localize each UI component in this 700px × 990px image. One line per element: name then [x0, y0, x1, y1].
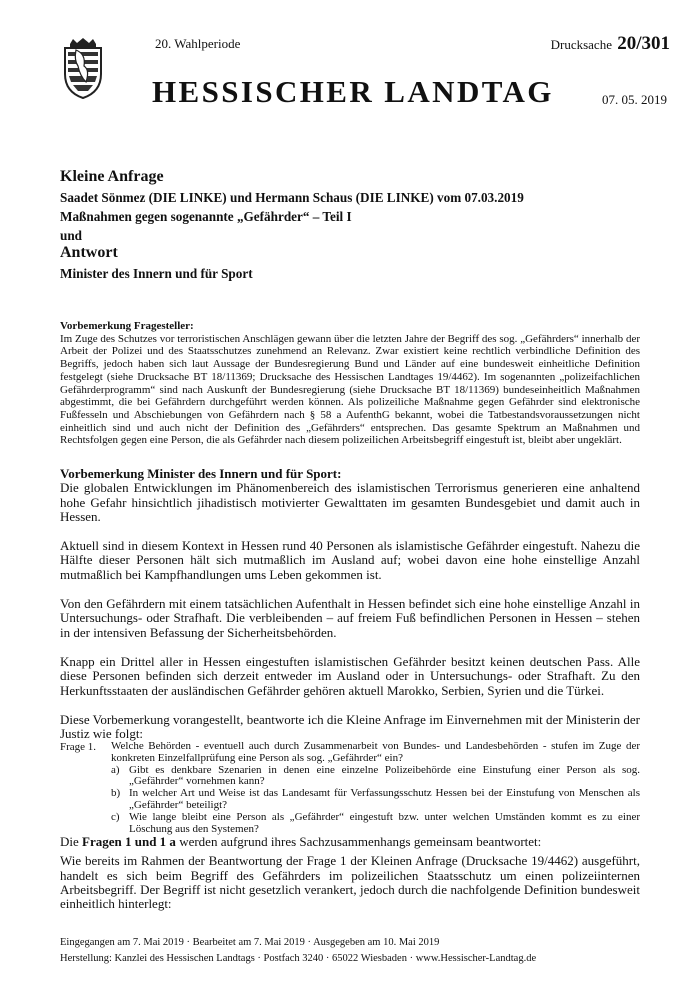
document-date: 07. 05. 2019 [602, 92, 667, 107]
antwort-1-bold: Fragen 1 und 1 a [82, 834, 176, 849]
page-title: HESSISCHER LANDTAG [152, 74, 554, 109]
drucksache-number: 20/301 [617, 33, 670, 54]
frage-subitem-text: In welcher Art und Weise ist das Landesamt für Verfassungsschutz Hessen bei der Einstufung von Menschen als „Gefährder“ beteiligt? [129, 787, 640, 811]
vorbemerkung-fragesteller-text: Im Zuge des Schutzes vor terroristischen Anschlägen gewann über die letzten Jahre der Begriff des sog. „Gefährders“ innerhalb der Arbeit der Polizei und des Staatsschutzes zunehmend an Relevanz. Zwar existiert keine rechtlich verbindliche Definition des Begriffs, jedoch haben sich laut Aussage der Bundesregierung Bund und Länder auf eine bundesweit einheitliche Definition festgelegt (siehe Drucksache BT 18/11369; Drucksache des Hessischen Landtages 19/4462). Im sogenannten „polizeifachlichen Gefährderprogramm“ sind nach Auskunft der Bundesregierung (siehe Drucksache BT 18/11369) bundeseinheitlich Maßnahmen abgestimmt, die bei Gefährdern durchgeführt werden können. Als polizeiliche Maßnahme gegen Gefährder sind elektronische Fußfesseln und Abschiebungen von Gefährdern nach § 58 a AufenthG bekannt, wobei die Tatbestandsvoraussetzungen nicht einheitlich sind und auch nicht der Definition des „Gefährders“ entsprechen. Das gesamte Spektrum an Maßnahmen und Rechtsfolgen gegen eine Person, die als Gefährder nach diesem polizeilichen Arbeitsbegriff eingestuft ist, bleibt aber ungeklärt. [60, 332, 640, 447]
vorbemerkung-fragesteller-heading: Vorbemerkung Fragesteller: [60, 320, 194, 332]
drucksache [551, 33, 670, 55]
frage-subitem-marker: a) [111, 763, 120, 776]
antwort-heading: Antwort [60, 244, 118, 261]
minister-paragraph: Die globalen Entwicklungen im Phänomenbereich des islamistischen Terrorismus generieren eine anhaltend hohe Gefahr hinsichtlich jihadistisch motivierter Gewalttaten im gesamten Bundesgebiet und damit auch in Hessen. [60, 480, 640, 524]
antwort-1 [60, 835, 640, 911]
vorbemerkung-minister [60, 467, 640, 756]
vorbemerkung-minister-heading: Vorbemerkung Minister des Innern und für Sport: [60, 466, 342, 481]
frage-subitem-marker: b) [111, 787, 121, 800]
und-label: und [60, 228, 83, 243]
minister-paragraph: Diese Vorbemerkung vorangestellt, beantworte ich die Kleine Anfrage im Einvernehmen mit der Ministerin der Justiz wie folgt: [60, 711, 640, 742]
frage-subitem-marker: c) [111, 810, 120, 823]
antwort-1-text: Wie bereits im Rahmen der Beantwortung der Frage 1 der Kleinen Anfrage (Drucksache 19/4462) ausgeführt, handelt es sich beim Begriff des Gefährders im polizeilichen Staatsschutz um einen polizeiinternen Arbeitsbegriff. Der Begriff ist nicht gesetzlich verankert, jedoch durch die nachfolgende Definition bundesweit einheitlich hinterlegt: [60, 853, 640, 912]
frage-subitem-text: Wie lange bleibt eine Person als „Gefährder“ eingestuft bzw. unter welchen Umständen kommt es zu einer Löschung aus den Systemen? [129, 810, 640, 835]
minister-paragraph: Von den Gefährdern mit einem tatsächlichen Aufenthalt in Hessen befindet sich eine hohe einstellige Anzahl in Untersuchungs- oder Strafhaft. Die verbleibenden – auf freiem Fuß befindlichen Personen in Hessen – stehen in der intensiven Befassung der Sicherheitsbehörden. [60, 596, 640, 640]
footer-dates: Eingegangen am 7. Mai 2019 · Bearbeitet am 7. Mai 2019 · Ausgegeben am 10. Mai 2019 [60, 937, 440, 948]
hessen-crest-logo [60, 36, 106, 100]
anfrage-type: Kleine Anfrage [60, 168, 164, 185]
wahlperiode: 20. Wahlperiode [155, 36, 241, 51]
frage-1 [111, 741, 640, 835]
frage-label: Frage 1. [60, 741, 97, 753]
frage-subitem-text: Gibt es denkbare Szenarien in denen eine einzelne Polizeibehörde eine Einstufung einer Person als sog. „Gefährder“ vornehmen kann? [129, 763, 640, 788]
frage-subitem [111, 788, 640, 812]
minister-paragraph: Knapp ein Drittel aller in Hessen eingestuften islamistischen Gefährder besitzt keinen deutschen Pass. Alle diese Personen befinden sich derzeit entweder im Ausland oder in Untersuchungs- oder Strafhaft. Zu den Herkunftsstaaten der ausländischen Gefährder gehören aktuell Marokko, Serbien, Syrien und die Türkei. [60, 653, 640, 698]
antwort-1-prefix: Die [60, 834, 83, 849]
frage-subitem [111, 765, 640, 789]
minister-paragraph: Aktuell sind in diesem Kontext in Hessen rund 40 Personen als islamistische Gefährder eingestuft. Nahezu die Hälfte dieser Personen hält sich mutmaßlich im Ausland auf; wobei davon eine hohe einstellige Anzahl mutmaßlich bei Kampfhandlungen ums Leben gekommen ist. [60, 538, 640, 582]
antwort-1-intro [60, 835, 640, 849]
antwort-1-suffix: werden aufgrund ihres Sachzusammenhangs gemeinsam beantwortet: [175, 834, 542, 849]
minister-name: Minister des Innern und für Sport [60, 266, 253, 281]
drucksache-label: Drucksache [550, 37, 612, 52]
frage-1-text: Welche Behörden - eventuell auch durch Zusammenarbeit von Bundes- und Landesbehörden - stufen im Zuge der konkreten Einzelfallprüfung eine Person als sog. „Gefährder“ ein? [111, 740, 640, 764]
footer-imprint: Herstellung: Kanzlei des Hessischen Landtags · Postfach 3240 · 65022 Wiesbaden · www.Hessischer-Landtag.de [60, 953, 537, 964]
frage-subitem [111, 812, 640, 836]
anfrage-authors: Saadet Sönmez (DIE LINKE) und Hermann Schaus (DIE LINKE) vom 07.03.2019 [60, 190, 524, 205]
vorbemerkung-fragesteller [60, 320, 640, 447]
anfrage-subject: Maßnahmen gegen sogenannte „Gefährder“ – Teil I [60, 209, 352, 224]
